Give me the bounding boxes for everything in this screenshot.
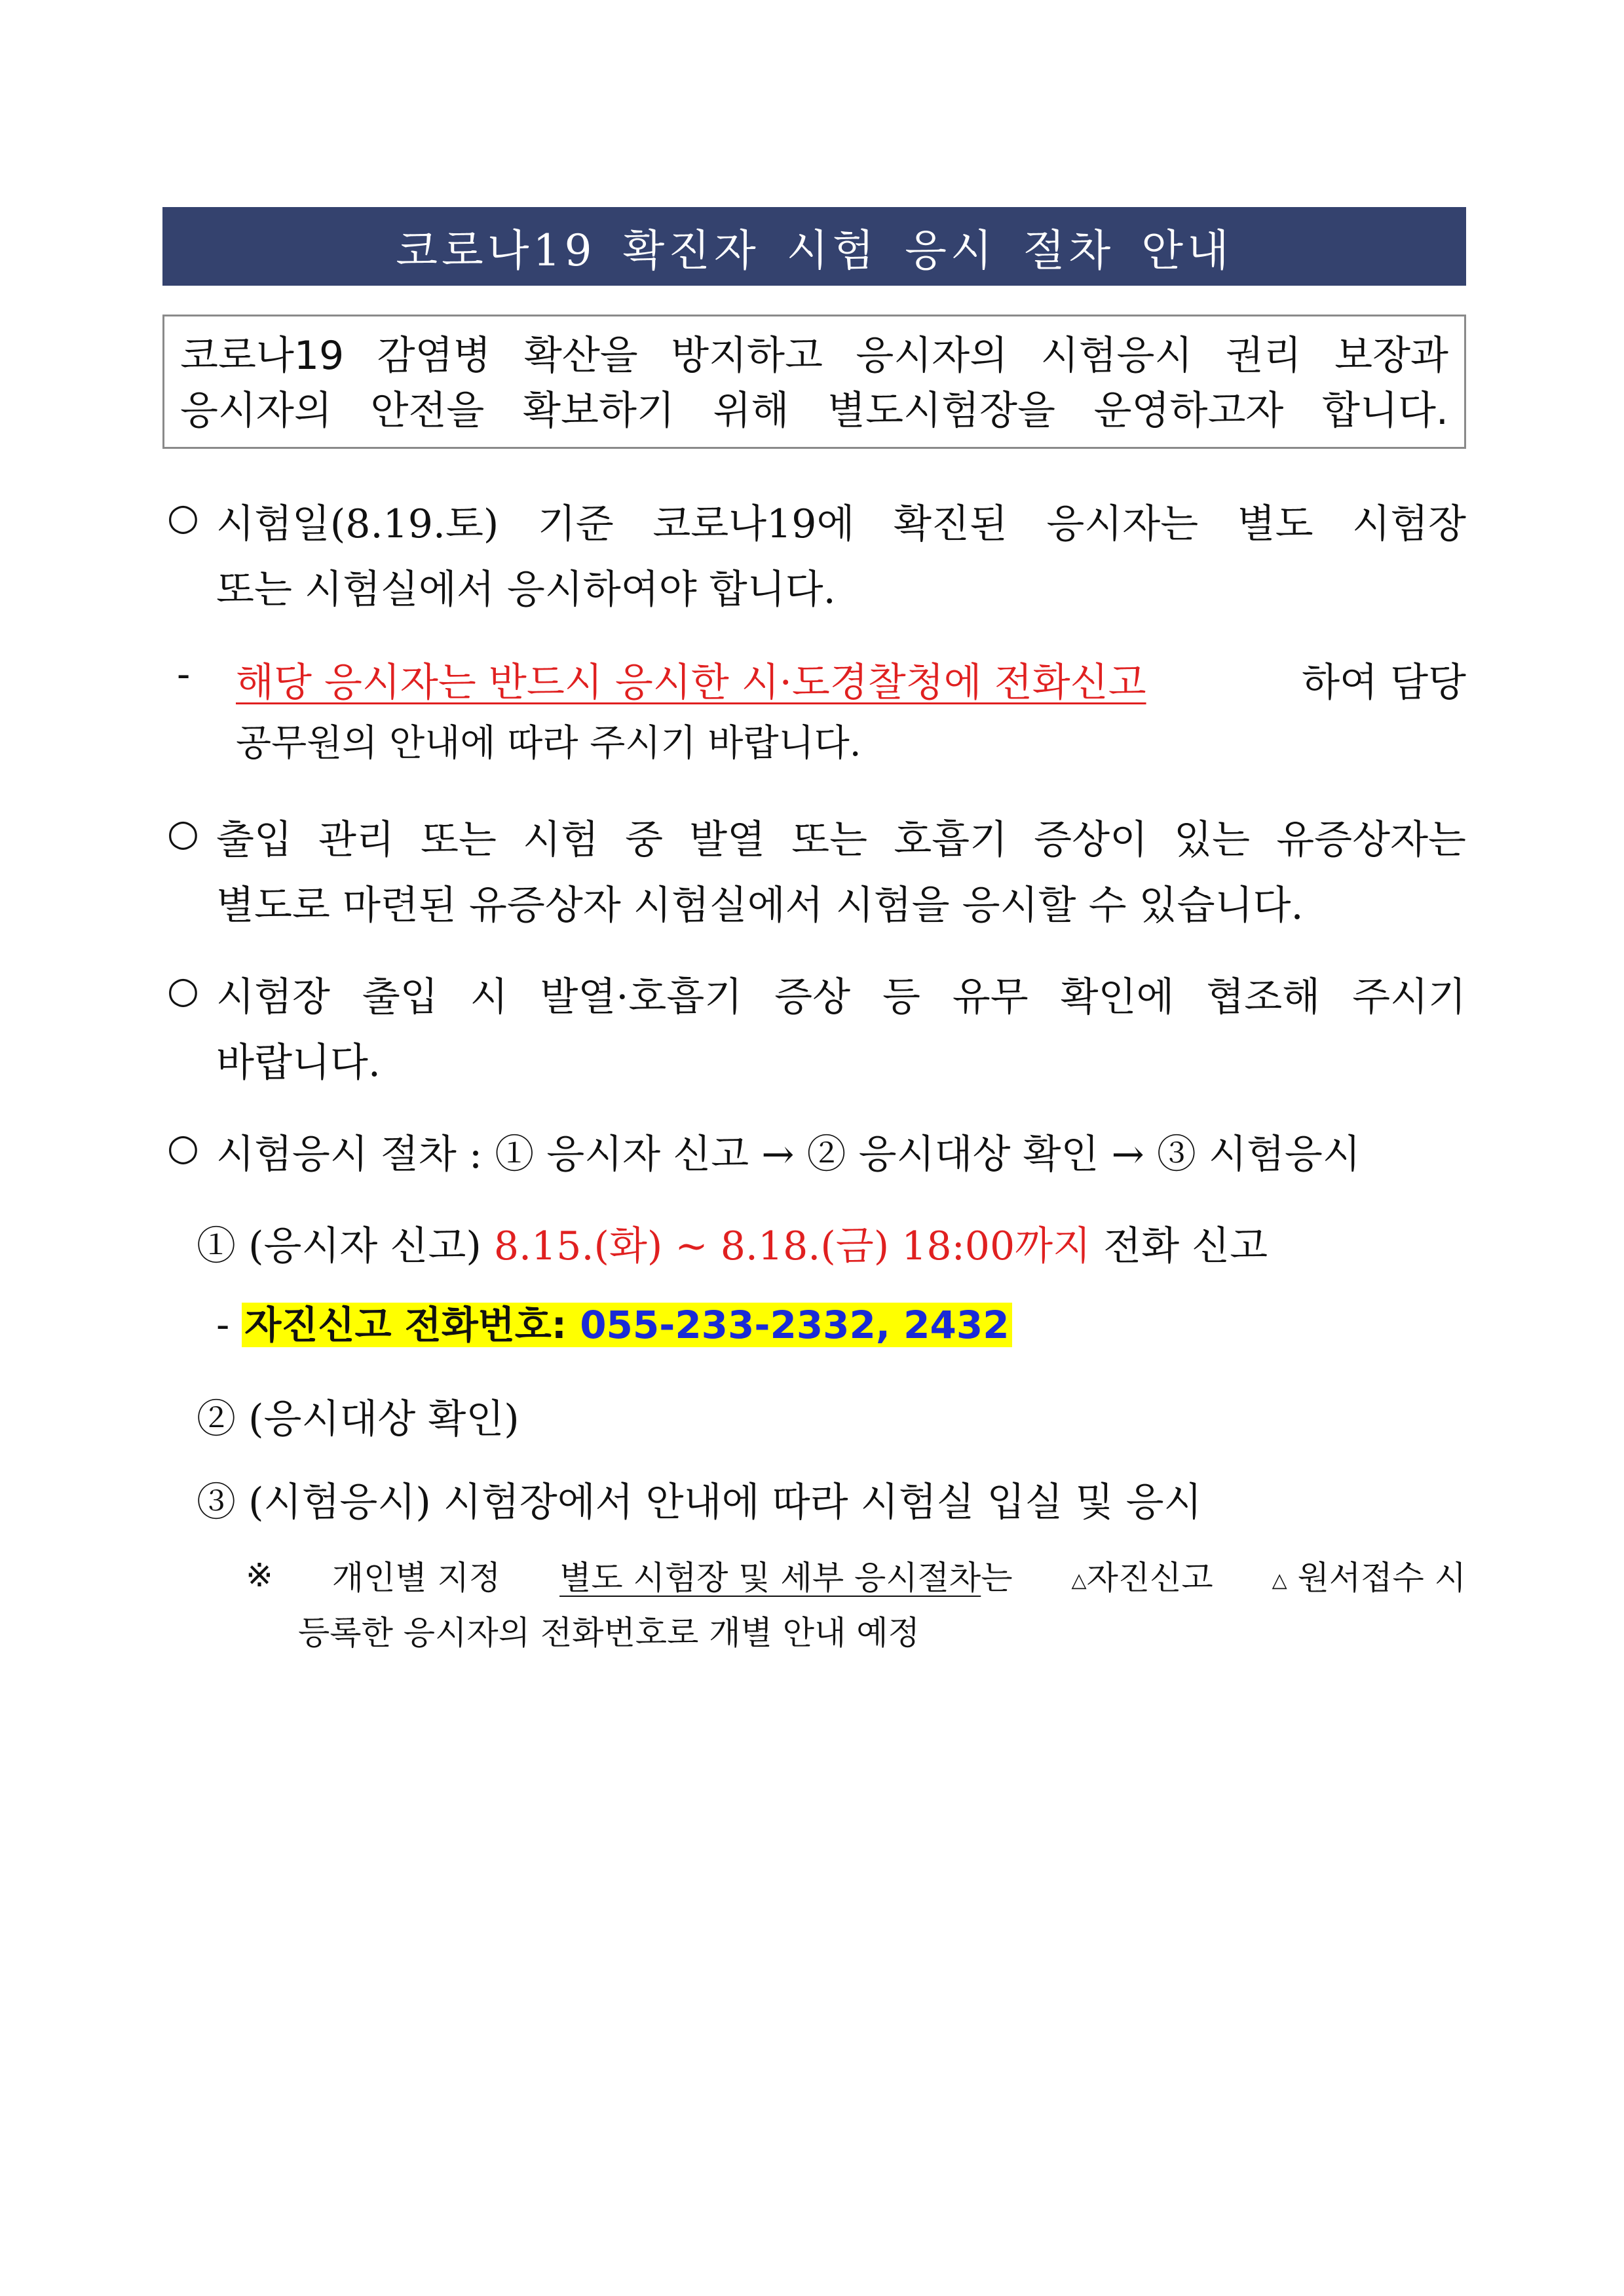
phone-numbers: 055-233-2332, 2432 — [580, 1303, 1010, 1347]
dash-icon: - — [216, 1302, 230, 1348]
note-opt1: 자진신고 — [1086, 1559, 1213, 1597]
triangle-icon: △ — [1272, 1569, 1287, 1592]
step1-tail: 전화 신고 — [1103, 1223, 1268, 1269]
note-post: 는 — [981, 1559, 1013, 1597]
page-title: 코로나19 확진자 시험 응시 절차 안내 — [162, 207, 1466, 286]
phone-label: 자진신고 전화번호: — [244, 1303, 567, 1347]
item5-line1: 시험응시 절차 : ① 응시자 신고 → ② 응시대상 확인 → ③ 시험응시 — [216, 1132, 1361, 1177]
note-line1 — [246, 1552, 1466, 1599]
item2-rest: 하여 담당 — [1302, 660, 1466, 706]
step3-text: 시험장에서 안내에 따라 시험실 입실 및 응시 — [443, 1480, 1202, 1525]
triangle-icon: △ — [1071, 1569, 1087, 1592]
item1-line2: 또는 시험실에서 응시하여야 합니다. — [216, 567, 836, 613]
dash-icon: - — [177, 651, 191, 697]
item2-line1 — [236, 651, 1466, 708]
intro-box — [162, 315, 1466, 449]
item4-line1: 시험장 출입 시 발열·호흡기 증상 등 유무 확인에 협조해 주시기 — [216, 974, 1466, 1020]
item3-line2: 별도로 마련된 유증상자 시험실에서 시험을 응시할 수 있습니다. — [216, 883, 1304, 928]
note-underlined: 별도 시험장 및 세부 응시절차 — [559, 1559, 981, 1597]
bullet-icon: ○ — [167, 496, 199, 539]
step1-label: ① (응시자 신고) — [197, 1223, 482, 1269]
step3-label: ③ (시험응시) — [197, 1480, 431, 1525]
item3-line1: 출입 관리 또는 시험 중 발열 또는 호흡기 증상이 있는 유증상자는 — [216, 817, 1466, 863]
item2-highlight: 해당 응시자는 반드시 응시한 시·도경찰청에 전화신고 — [236, 660, 1146, 706]
item2-line2: 공무원의 안내에 따라 주시기 바랍니다. — [236, 722, 861, 765]
phone-line — [216, 1294, 1012, 1349]
step2: ② (응시대상 확인) — [197, 1396, 519, 1442]
step1-date: 8.15.(화) ~ 8.18.(금) 18:00까지 — [493, 1223, 1091, 1269]
step3 — [197, 1471, 1202, 1527]
note-line2: 등록한 응시자의 전화번호로 개별 안내 예정 — [298, 1614, 920, 1652]
note-pre: 개인별 지정 — [331, 1559, 501, 1597]
phone-highlight — [242, 1303, 1011, 1347]
bullet-icon: ○ — [167, 812, 199, 854]
bullet-icon: ○ — [167, 1126, 199, 1169]
item1-line1: 시험일(8.19.토) 기준 코로나19에 확진된 응시자는 별도 시험장 — [216, 501, 1466, 547]
intro-line-2: 응시자의 안전을 확보하기 위해 별도시험장을 운영하고자 합니다. — [180, 388, 1448, 434]
note-opt2: 원서접수 시 — [1297, 1559, 1466, 1597]
bullet-icon: ○ — [167, 969, 199, 1012]
step1 — [197, 1215, 1268, 1271]
intro-line-1: 코로나19 감염병 확산을 방지하고 응시자의 시험응시 권리 보장과 — [180, 333, 1448, 379]
item4-line2: 바랍니다. — [216, 1040, 381, 1086]
note-mark: ※ — [246, 1556, 273, 1594]
